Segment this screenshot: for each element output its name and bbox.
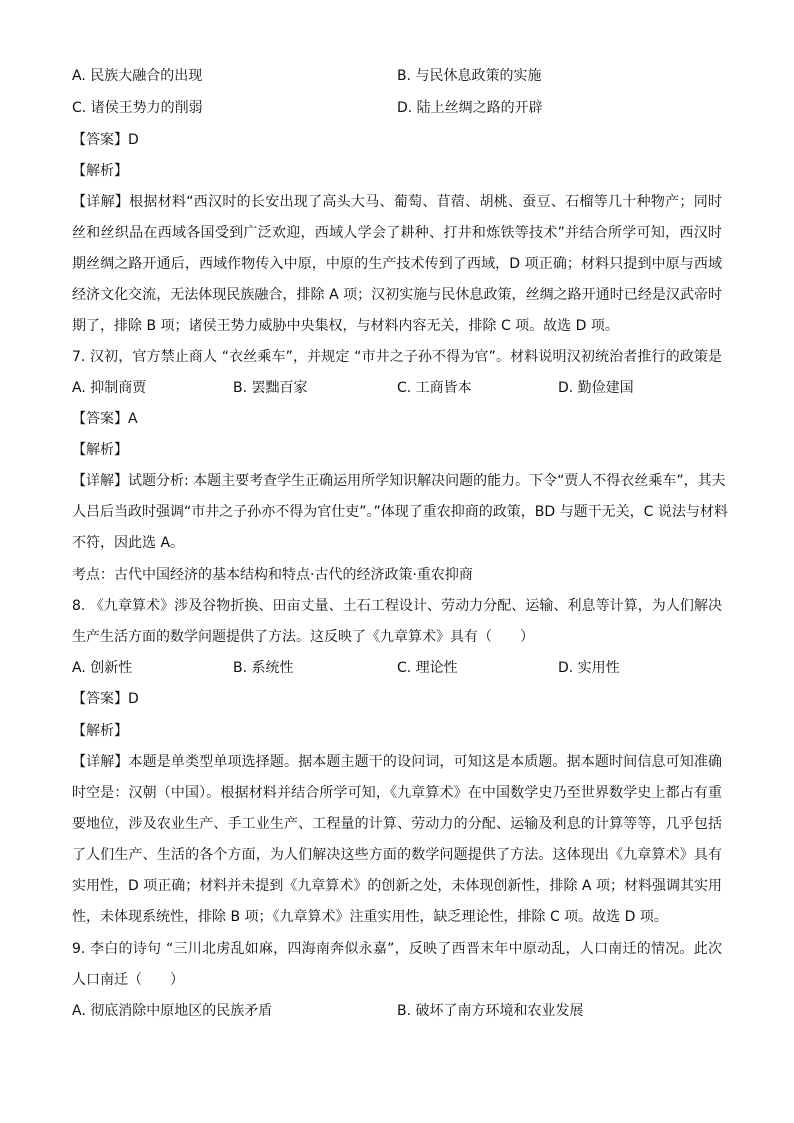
q7-detail-line: 【详解】试题分析: 本题主要考查学生正确运用所学知识解决问题的能力。下令“贾人不得衣丝乘车”，其夫 [72, 473, 726, 489]
q9-option-b: B. 破坏了南方环境和农业发展 [397, 1003, 584, 1019]
q8-detail-line: 了人们生产、生活的各个方面，为人们解决这些方面的数学问题提供了方法。这体现出《九章算术》具有 [72, 847, 722, 863]
q7-option-b: B. 罢黜百家 [233, 380, 308, 396]
q7-answer: 【答案】A [72, 411, 138, 427]
q8-detail-line: 要地位，涉及农业生产、手工业生产、工程量的计算、劳动力的分配、运输及利息的计算等等，几乎包括 [72, 816, 722, 832]
q6-analysis-label: 【解析】 [72, 163, 128, 179]
q9-stem-line: 9. 李白的诗句 “三川北虏乱如麻，四海南奔似永嘉”，反映了西晋末年中原动乱，人口南迁的情况。此次 [72, 941, 722, 957]
q8-option-b: B. 系统性 [233, 660, 294, 676]
q7-kaodian: 考点：古代中国经济的基本结构和特点·古代的经济政策·重农抑商 [72, 567, 473, 583]
q7-option-d: D. 勤俭建国 [558, 380, 634, 396]
q6-detail-line: 期丝绸之路开通后，西域作物传入中原，中原的生产技术传到了西域，D 项正确；材料只提到中原与西域 [72, 256, 722, 272]
q6-answer: 【答案】D [72, 132, 139, 148]
q7-stem: 7. 汉初，官方禁止商人 “衣丝乘车”，并规定 “市井之子孙不得为官”。材料说明汉初统治者推行的政策是 [72, 349, 722, 365]
q8-detail-line: 性，未体现系统性，排除 B 项；《九章算术》注重实用性，缺乏理论性，排除 C 项。故选 D 项。 [72, 909, 668, 925]
q6-option-c: C. 诸侯王势力的削弱 [72, 100, 203, 116]
q9-option-a: A. 彻底消除中原地区的民族矛盾 [72, 1003, 273, 1019]
q7-detail-line: 不符，因此选 A。 [72, 535, 185, 551]
q8-answer: 【答案】D [72, 691, 139, 707]
q8-detail-line: 时空是：汉朝（中国）。根据材料并结合所学可知，《九章算术》在中国数学史乃至世界数学史上都占有重 [72, 785, 722, 801]
q8-stem-line: 生产生活方面的数学问题提供了方法。这反映了《九章算术》具有（ ） [72, 629, 534, 645]
q8-option-c: C. 理论性 [397, 660, 458, 676]
q8-option-d: D. 实用性 [558, 660, 620, 676]
q6-option-d: D. 陆上丝绸之路的开辟 [397, 100, 543, 116]
q7-option-a: A. 抑制商贾 [72, 380, 147, 396]
q9-stem-line: 人口南迁（ ） [72, 972, 184, 988]
q8-stem-line: 8. 《九章算术》涉及谷物折换、田亩丈量、土石工程设计、劳动力分配、运输、利息等计算，为人们解决 [72, 598, 722, 614]
q6-option-b: B. 与民休息政策的实施 [397, 68, 542, 84]
q6-detail-line: 期了，排除 B 项；诸侯王势力威胁中央集权，与材料内容无关，排除 C 项。故选 D 项。 [72, 318, 619, 334]
q8-detail-line: 实用性，D 项正确；材料并未提到《九章算术》的创新之处，未体现创新性，排除 A 项；材料强调其实用 [72, 878, 722, 894]
q6-detail-line: 【详解】根据材料“西汉时的长安出现了高头大马、葡萄、苜蓿、胡桃、蚕豆、石榴等几十种物产；同时 [72, 194, 722, 210]
q8-analysis-label: 【解析】 [72, 723, 128, 739]
q6-detail-line: 丝和丝织品在西域各国受到广泛欢迎，西域人学会了耕种、打井和炼铁等技术”并结合所学可知，西汉时 [72, 225, 722, 241]
q7-option-c: C. 工商皆本 [397, 380, 472, 396]
q6-detail-line: 经济文化交流，无法体现民族融合，排除 A 项；汉初实施与民休息政策，丝绸之路开通时已经是汉武帝时 [72, 287, 722, 303]
q8-detail-line: 【详解】本题是单类型单项选择题。据本题主题干的设问词，可知这是本质题。据本题时间信息可知准确 [72, 754, 722, 770]
q7-analysis-label: 【解析】 [72, 442, 128, 458]
q7-detail-line: 人吕后当政时强调“市井之子孙亦不得为官仕吏”。”体现了重农抑商的政策，BD 与题干无关，C 说法与材料 [72, 504, 728, 520]
q6-option-a: A. 民族大融合的出现 [72, 68, 203, 84]
q8-option-a: A. 创新性 [72, 660, 133, 676]
